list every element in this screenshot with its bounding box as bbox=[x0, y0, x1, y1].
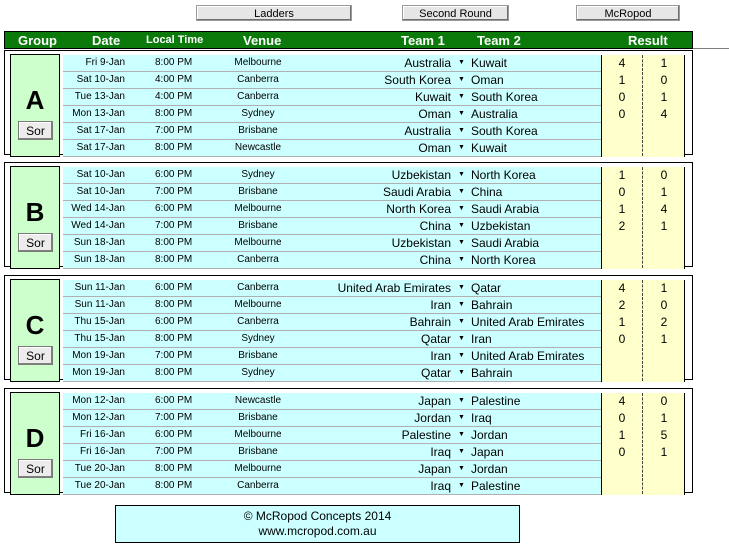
match-date: Sat 17-Jan bbox=[76, 142, 125, 153]
dropdown-arrow-icon[interactable]: ▼ bbox=[458, 369, 465, 376]
result-cell[interactable] bbox=[601, 348, 685, 365]
team1-name: Jordan bbox=[414, 411, 451, 425]
match-row bbox=[63, 331, 685, 348]
score1[interactable]: 0 bbox=[618, 411, 626, 425]
group-label bbox=[10, 54, 60, 157]
score1[interactable]: 0 bbox=[618, 445, 626, 459]
group-block bbox=[4, 388, 693, 493]
match-date: Fri 16-Jan bbox=[79, 446, 125, 457]
match-date: Mon 13-Jan bbox=[72, 108, 125, 119]
score2[interactable]: 0 bbox=[660, 73, 668, 87]
score1[interactable]: 1 bbox=[618, 73, 626, 87]
match-date: Sat 17-Jan bbox=[76, 125, 125, 136]
result-cell[interactable] bbox=[601, 89, 685, 106]
team2-name: North Korea bbox=[471, 168, 536, 182]
score1[interactable]: 0 bbox=[618, 107, 626, 121]
score1[interactable]: 1 bbox=[618, 315, 626, 329]
score2[interactable]: 4 bbox=[660, 107, 668, 121]
match-time: 8:00 PM bbox=[155, 57, 193, 68]
score1[interactable]: 1 bbox=[618, 168, 626, 182]
result-cell[interactable] bbox=[601, 331, 685, 348]
team2-name: Jordan bbox=[471, 462, 508, 476]
team2-name: Australia bbox=[471, 107, 518, 121]
team2-name: United Arab Emirates bbox=[471, 315, 585, 329]
match-venue: Melbourne bbox=[234, 299, 282, 310]
match-time: 6:00 PM bbox=[155, 203, 193, 214]
team2-name: Palestine bbox=[471, 394, 521, 408]
dropdown-arrow-icon[interactable]: ▼ bbox=[458, 205, 465, 212]
header-date: Date bbox=[92, 33, 121, 48]
match-row bbox=[63, 393, 685, 410]
score1[interactable]: 4 bbox=[618, 394, 626, 408]
team2-name: Japan bbox=[471, 445, 504, 459]
match-row bbox=[63, 123, 685, 140]
team2-name: South Korea bbox=[471, 124, 538, 138]
match-venue: Canberra bbox=[237, 74, 279, 85]
result-cell[interactable] bbox=[601, 218, 685, 235]
result-cell[interactable] bbox=[601, 140, 685, 157]
score-divider bbox=[642, 365, 643, 381]
result-cell[interactable] bbox=[601, 123, 685, 140]
match-date: Wed 14-Jan bbox=[71, 203, 125, 214]
match-date: Wed 14-Jan bbox=[71, 220, 125, 231]
score2[interactable]: 1 bbox=[660, 219, 668, 233]
header-group: Group bbox=[18, 33, 57, 48]
team1-name: Palestine bbox=[401, 428, 451, 442]
result-cell[interactable] bbox=[601, 297, 685, 314]
dropdown-arrow-icon[interactable]: ▼ bbox=[458, 76, 465, 83]
group-block bbox=[4, 50, 693, 155]
header-local-time: Local Time bbox=[146, 34, 204, 46]
score2[interactable]: 5 bbox=[660, 428, 668, 442]
dropdown-arrow-icon[interactable]: ▼ bbox=[458, 301, 465, 308]
match-row bbox=[63, 314, 685, 331]
group-block bbox=[4, 162, 693, 267]
dropdown-arrow-icon[interactable]: ▼ bbox=[458, 239, 465, 246]
team1-name: South Korea bbox=[384, 73, 451, 87]
match-venue: Melbourne bbox=[234, 57, 282, 68]
sort-button[interactable]: Sor bbox=[18, 346, 53, 365]
score-divider bbox=[642, 461, 643, 477]
team1-name: Iraq bbox=[430, 445, 451, 459]
match-venue: Melbourne bbox=[234, 463, 282, 474]
table-header bbox=[4, 31, 693, 49]
result-cell[interactable] bbox=[601, 461, 685, 478]
match-time: 8:00 PM bbox=[155, 367, 193, 378]
team2-name: North Korea bbox=[471, 253, 536, 267]
match-time: 8:00 PM bbox=[155, 108, 193, 119]
team2-name: Jordan bbox=[471, 428, 508, 442]
match-time: 8:00 PM bbox=[155, 254, 193, 265]
match-venue: Canberra bbox=[237, 480, 279, 491]
match-time: 7:00 PM bbox=[155, 220, 193, 231]
result-cell[interactable] bbox=[601, 444, 685, 461]
result-cell[interactable] bbox=[601, 252, 685, 269]
team2-name: Bahrain bbox=[471, 298, 513, 312]
match-row bbox=[63, 461, 685, 478]
score1[interactable]: 1 bbox=[618, 202, 626, 216]
team2-name: Saudi Arabia bbox=[471, 202, 540, 216]
match-time: 8:00 PM bbox=[155, 142, 193, 153]
match-row bbox=[63, 365, 685, 382]
dropdown-arrow-icon[interactable]: ▼ bbox=[458, 59, 465, 66]
match-row bbox=[63, 427, 685, 444]
score2[interactable]: 4 bbox=[660, 202, 668, 216]
score2[interactable]: 0 bbox=[660, 168, 668, 182]
dropdown-arrow-icon[interactable]: ▼ bbox=[458, 482, 465, 489]
match-time: 8:00 PM bbox=[155, 333, 193, 344]
match-time: 8:00 PM bbox=[155, 299, 193, 310]
group-letter: C bbox=[25, 310, 45, 340]
mcropod-button[interactable]: McRopod bbox=[576, 5, 680, 21]
score-divider bbox=[642, 478, 643, 494]
score1[interactable]: 4 bbox=[618, 56, 626, 70]
second-round-button[interactable]: Second Round bbox=[402, 5, 509, 21]
score2[interactable]: 2 bbox=[660, 315, 668, 329]
score-divider bbox=[642, 348, 643, 364]
match-venue: Brisbane bbox=[238, 125, 278, 136]
team1-name: Australia bbox=[404, 56, 451, 70]
dropdown-arrow-icon[interactable]: ▼ bbox=[458, 93, 465, 100]
match-venue: Sydney bbox=[241, 108, 275, 119]
match-row bbox=[63, 280, 685, 297]
dropdown-arrow-icon[interactable]: ▼ bbox=[458, 352, 465, 359]
score-divider bbox=[642, 123, 643, 139]
match-time: 6:00 PM bbox=[155, 316, 193, 327]
group-label bbox=[10, 166, 60, 269]
team2-name: Oman bbox=[471, 73, 504, 87]
sort-button[interactable]: Sor bbox=[18, 233, 53, 252]
match-date: Thu 15-Jan bbox=[74, 333, 125, 344]
match-venue: Brisbane bbox=[238, 446, 278, 457]
match-venue: Melbourne bbox=[234, 429, 282, 440]
team1-name: China bbox=[419, 253, 451, 267]
result-cell[interactable] bbox=[601, 365, 685, 382]
match-venue: Brisbane bbox=[238, 350, 278, 361]
team1-name: Japan bbox=[418, 462, 451, 476]
team2-name: Bahrain bbox=[471, 366, 513, 380]
match-row bbox=[63, 72, 685, 89]
match-time: 7:00 PM bbox=[155, 412, 193, 423]
match-venue: Canberra bbox=[237, 316, 279, 327]
score1[interactable]: 0 bbox=[618, 90, 626, 104]
dropdown-arrow-icon[interactable]: ▼ bbox=[458, 448, 465, 455]
score-divider bbox=[642, 252, 643, 268]
team1-name: United Arab Emirates bbox=[337, 281, 451, 295]
header-divider bbox=[693, 48, 729, 49]
group-letter: D bbox=[25, 423, 45, 453]
header-result: Result bbox=[628, 33, 668, 48]
match-venue: Newcastle bbox=[234, 142, 282, 153]
match-time: 7:00 PM bbox=[155, 446, 193, 457]
team2-name: Kuwait bbox=[471, 141, 508, 155]
match-venue: Brisbane bbox=[238, 412, 278, 423]
score2[interactable]: 1 bbox=[660, 411, 668, 425]
result-cell[interactable] bbox=[601, 184, 685, 201]
dropdown-arrow-icon[interactable]: ▼ bbox=[458, 414, 465, 421]
match-venue: Canberra bbox=[237, 91, 279, 102]
dropdown-arrow-icon[interactable]: ▼ bbox=[458, 465, 465, 472]
team1-name: Bahrain bbox=[409, 315, 451, 329]
match-row bbox=[63, 252, 685, 269]
result-cell[interactable] bbox=[601, 167, 685, 184]
match-row bbox=[63, 106, 685, 123]
team1-name: Uzbekistan bbox=[391, 236, 451, 250]
match-row bbox=[63, 184, 685, 201]
match-venue: Brisbane bbox=[238, 220, 278, 231]
team1-name: Oman bbox=[418, 107, 451, 121]
header-venue: Venue bbox=[243, 33, 282, 48]
match-date: Sat 10-Jan bbox=[76, 74, 125, 85]
match-date: Sun 18-Jan bbox=[73, 254, 125, 265]
match-time: 8:00 PM bbox=[155, 463, 193, 474]
match-row bbox=[63, 89, 685, 106]
result-cell[interactable] bbox=[601, 478, 685, 495]
match-time: 8:00 PM bbox=[155, 237, 193, 248]
match-venue: Sydney bbox=[241, 367, 275, 378]
team2-name: Uzbekistan bbox=[471, 219, 531, 233]
dropdown-arrow-icon[interactable]: ▼ bbox=[458, 222, 465, 229]
footer bbox=[115, 505, 520, 543]
result-cell[interactable] bbox=[601, 235, 685, 252]
match-venue: Melbourne bbox=[234, 203, 282, 214]
sort-button[interactable]: Sor bbox=[18, 121, 53, 140]
dropdown-arrow-icon[interactable]: ▼ bbox=[458, 256, 465, 263]
match-venue: Newcastle bbox=[234, 395, 282, 406]
match-time: 7:00 PM bbox=[155, 350, 193, 361]
score2[interactable]: 0 bbox=[660, 394, 668, 408]
match-venue: Sydney bbox=[241, 333, 275, 344]
score1[interactable]: 4 bbox=[618, 281, 626, 295]
score1[interactable]: 1 bbox=[618, 428, 626, 442]
score-divider bbox=[642, 140, 643, 156]
team2-name: Palestine bbox=[471, 479, 521, 493]
score2[interactable]: 1 bbox=[660, 90, 668, 104]
result-cell[interactable] bbox=[601, 410, 685, 427]
match-time: 6:00 PM bbox=[155, 169, 193, 180]
match-venue: Canberra bbox=[237, 282, 279, 293]
score2[interactable]: 0 bbox=[660, 298, 668, 312]
dropdown-arrow-icon[interactable]: ▼ bbox=[458, 127, 465, 134]
result-cell[interactable] bbox=[601, 314, 685, 331]
result-cell[interactable] bbox=[601, 201, 685, 218]
result-cell[interactable] bbox=[601, 280, 685, 297]
result-cell[interactable] bbox=[601, 393, 685, 410]
team2-name: South Korea bbox=[471, 90, 538, 104]
match-row bbox=[63, 348, 685, 365]
match-time: 6:00 PM bbox=[155, 429, 193, 440]
match-date: Sat 10-Jan bbox=[76, 169, 125, 180]
match-time: 4:00 PM bbox=[155, 74, 193, 85]
score2[interactable]: 1 bbox=[660, 56, 668, 70]
match-venue: Brisbane bbox=[238, 186, 278, 197]
match-date: Fri 9-Jan bbox=[85, 57, 125, 68]
match-date: Sat 10-Jan bbox=[76, 186, 125, 197]
result-cell[interactable] bbox=[601, 72, 685, 89]
match-date: Mon 19-Jan bbox=[72, 350, 125, 361]
footer-copyright: © McRopod Concepts 2014 bbox=[243, 509, 392, 523]
sort-button[interactable]: Sor bbox=[18, 459, 53, 478]
team1-name: Uzbekistan bbox=[391, 168, 451, 182]
score1[interactable]: 2 bbox=[618, 298, 626, 312]
match-row bbox=[63, 140, 685, 157]
score1[interactable]: 0 bbox=[618, 332, 626, 346]
group-letter: A bbox=[25, 85, 45, 115]
match-time: 6:00 PM bbox=[155, 395, 193, 406]
dropdown-arrow-icon[interactable]: ▼ bbox=[458, 284, 465, 291]
match-row bbox=[63, 297, 685, 314]
match-date: Mon 12-Jan bbox=[72, 412, 125, 423]
match-date: Mon 12-Jan bbox=[72, 395, 125, 406]
score2[interactable]: 1 bbox=[660, 281, 668, 295]
match-time: 7:00 PM bbox=[155, 186, 193, 197]
dropdown-arrow-icon[interactable]: ▼ bbox=[458, 188, 465, 195]
match-row bbox=[63, 410, 685, 427]
team2-name: Qatar bbox=[471, 281, 502, 295]
match-date: Tue 20-Jan bbox=[74, 480, 125, 491]
match-row bbox=[63, 444, 685, 461]
dropdown-arrow-icon[interactable]: ▼ bbox=[458, 171, 465, 178]
group-label bbox=[10, 279, 60, 382]
team1-name: Japan bbox=[418, 394, 451, 408]
match-time: 8:00 PM bbox=[155, 480, 193, 491]
match-date: Sun 11-Jan bbox=[74, 282, 125, 293]
match-venue: Canberra bbox=[237, 254, 279, 265]
team2-name: Iraq bbox=[471, 411, 492, 425]
match-date: Tue 13-Jan bbox=[74, 91, 125, 102]
team2-name: United Arab Emirates bbox=[471, 349, 585, 363]
team1-name: Qatar bbox=[420, 332, 451, 346]
match-date: Sun 11-Jan bbox=[74, 299, 125, 310]
group-letter: B bbox=[25, 197, 45, 227]
header-team1: Team 1 bbox=[401, 33, 445, 48]
team2-name: Saudi Arabia bbox=[471, 236, 540, 250]
match-date: Fri 16-Jan bbox=[79, 429, 125, 440]
result-cell[interactable] bbox=[601, 106, 685, 123]
team1-name: Australia bbox=[404, 124, 451, 138]
match-date: Sun 18-Jan bbox=[73, 237, 125, 248]
team1-name: Saudi Arabia bbox=[382, 185, 451, 199]
team2-name: Kuwait bbox=[471, 56, 508, 70]
dropdown-arrow-icon[interactable]: ▼ bbox=[458, 335, 465, 342]
score2[interactable]: 1 bbox=[660, 185, 668, 199]
team1-name: North Korea bbox=[386, 202, 451, 216]
match-venue: Sydney bbox=[241, 169, 275, 180]
group-label bbox=[10, 392, 60, 495]
match-date: Mon 19-Jan bbox=[72, 367, 125, 378]
team1-name: China bbox=[419, 219, 451, 233]
match-row bbox=[63, 478, 685, 495]
match-venue: Melbourne bbox=[234, 237, 282, 248]
team2-name: China bbox=[471, 185, 503, 199]
dropdown-arrow-icon[interactable]: ▼ bbox=[458, 431, 465, 438]
team2-name: Iran bbox=[471, 332, 492, 346]
dropdown-arrow-icon[interactable]: ▼ bbox=[458, 144, 465, 151]
match-row bbox=[63, 201, 685, 218]
match-row bbox=[63, 55, 685, 72]
score1[interactable]: 0 bbox=[618, 185, 626, 199]
match-time: 6:00 PM bbox=[155, 282, 193, 293]
dropdown-arrow-icon[interactable]: ▼ bbox=[458, 110, 465, 117]
header-team2: Team 2 bbox=[477, 33, 521, 48]
dropdown-arrow-icon[interactable]: ▼ bbox=[458, 397, 465, 404]
match-row bbox=[63, 167, 685, 184]
team1-name: Iraq bbox=[430, 479, 451, 493]
score2[interactable]: 1 bbox=[660, 445, 668, 459]
team1-name: Qatar bbox=[420, 366, 451, 380]
result-cell[interactable] bbox=[601, 55, 685, 72]
match-date: Tue 20-Jan bbox=[74, 463, 125, 474]
match-time: 4:00 PM bbox=[155, 91, 193, 102]
footer-website: www.mcropod.com.au bbox=[258, 524, 377, 538]
group-block bbox=[4, 275, 693, 380]
team1-name: Oman bbox=[418, 141, 451, 155]
match-date: Thu 15-Jan bbox=[74, 316, 125, 327]
team1-name: Kuwait bbox=[414, 90, 451, 104]
result-cell[interactable] bbox=[601, 427, 685, 444]
score2[interactable]: 1 bbox=[660, 332, 668, 346]
team1-name: Iran bbox=[430, 298, 451, 312]
match-time: 7:00 PM bbox=[155, 125, 193, 136]
team1-name: Iran bbox=[430, 349, 451, 363]
score1[interactable]: 2 bbox=[618, 219, 626, 233]
match-row bbox=[63, 218, 685, 235]
score-divider bbox=[642, 235, 643, 251]
ladders-button[interactable]: Ladders bbox=[196, 5, 352, 21]
match-row bbox=[63, 235, 685, 252]
dropdown-arrow-icon[interactable]: ▼ bbox=[458, 318, 465, 325]
